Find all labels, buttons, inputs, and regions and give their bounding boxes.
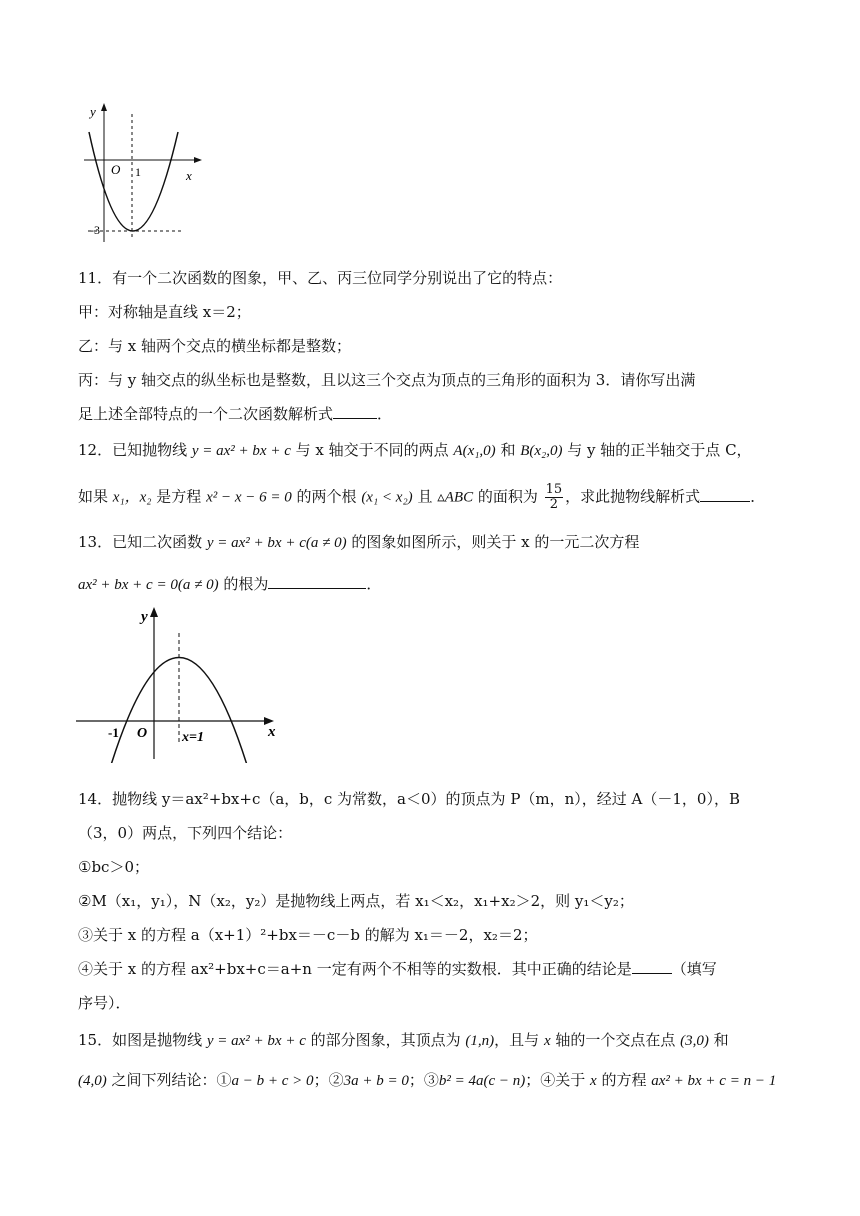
q15-conclusion-1: a − b + c > 0 [231, 1073, 314, 1089]
q13-end: ． [366, 575, 382, 593]
q14-text-1: ④关于 x 的方程 ax²+bx+c＝a+n 一定有两个不相等的实数根．其中正确的结论是 [78, 960, 632, 978]
q12-text-6: 是方程 [151, 487, 207, 506]
q15-text-7: ；② [313, 1071, 344, 1089]
q13-answer-blank[interactable] [268, 588, 366, 589]
q12-area-denominator: 2 [549, 497, 559, 512]
q13-equation: ax² + bx + c = 0(a ≠ 0) [78, 577, 219, 593]
q14-line-3: ①bc＞0； [78, 858, 149, 876]
q11-text: 足上述全部特点的一个二次函数解析式 [78, 405, 334, 423]
q15-text-6: 之间下列结论：① [106, 1071, 232, 1089]
y-axis-label: y [90, 104, 96, 119]
q12-text-9: 的面积为 [473, 487, 543, 506]
q12-point-a: A(x₁,0) [453, 443, 496, 459]
q12-area-fraction [545, 483, 564, 512]
q14-line-5: ③关于 x 的方程 a（x+1）²+bx＝－c－b 的解为 x₁＝－2，x₂＝2； [78, 926, 538, 944]
graph-2 [72, 603, 292, 763]
q12-parabola-eq: y = ax² + bx + c [191, 443, 291, 459]
x-axis-label: x [186, 168, 192, 183]
q13-text-2: 的图象如图所示，则关于 x 的一元二次方程 [346, 533, 640, 551]
q15-line-2 [78, 1070, 776, 1091]
x-axis-arrow [194, 157, 202, 163]
q14-text-2: （填写 [671, 960, 717, 978]
q12-text-4: 与 y 轴的正半轴交于点 C， [562, 441, 752, 459]
q11-line-3: 乙：与 x 轴两个交点的横坐标都是整数； [78, 337, 351, 355]
symmetry-axis-label: x=1 [182, 730, 204, 745]
q14-line-7: 序号）． [78, 994, 131, 1012]
origin-label: O [111, 162, 121, 177]
x-axis-label: x [268, 724, 276, 740]
q12-roots: x₁，x₂ [112, 489, 152, 506]
q11-line-4: 丙：与 y 轴交点的纵坐标也是整数，且以这三个交点为顶点的三角形的面积为 3．请你写出满 [78, 371, 696, 389]
q12-answer-blank[interactable] [700, 501, 750, 502]
q15-x-var: x [543, 1033, 551, 1049]
q15-text-1: 15．如图是抛物线 [78, 1031, 207, 1049]
q12-end: ． [750, 487, 766, 506]
q12-text-3: 和 [495, 441, 521, 459]
q13-line-1 [78, 532, 639, 553]
y-axis-arrow [150, 607, 158, 617]
y-axis-label: y [141, 609, 148, 625]
q15-x-var-2: x [590, 1073, 597, 1089]
graph-1 [78, 100, 218, 250]
q14-line-2: （3，0）两点，下列四个结论： [78, 824, 293, 842]
parabola-1 [89, 132, 178, 231]
q11-line-1: 11．有一个二次函数的图象，甲、乙、丙三位同学分别说出了它的特点： [78, 269, 563, 287]
q14-answer-blank[interactable] [632, 973, 672, 974]
q13-function-eq: y = ax² + bx + c(a ≠ 0) [206, 535, 347, 551]
tick-label-1: 1 [135, 165, 141, 179]
q13-text-3: 的根为 [218, 575, 269, 593]
q12-text-7: 的两个根 [291, 487, 362, 506]
q12-text-1: 12．已知抛物线 [78, 441, 192, 459]
q15-vertex: (1,n) [465, 1033, 495, 1049]
tick-label-neg3: -3 [90, 223, 100, 237]
q15-conclusion-4: ax² + bx + c = n − 1 [651, 1073, 777, 1089]
q12-text-5: 如果 [78, 487, 113, 506]
q15-conclusion-3: b² = 4a(c − n) [438, 1073, 526, 1089]
q13-line-2 [78, 574, 381, 595]
q12-area-numerator: 15 [545, 482, 563, 497]
q15-text-9: ；④关于 [525, 1071, 591, 1089]
q15-point-3: (3,0) [680, 1033, 709, 1049]
y-axis-arrow [101, 103, 107, 111]
q15-point-4: (4,0) [78, 1073, 107, 1089]
q15-conclusion-2: 3a + b = 0 [343, 1073, 409, 1089]
q12-root-condition: (x₁ < x₂) [361, 489, 413, 506]
origin-label: O [137, 726, 148, 741]
tick-label-neg1: -1 [108, 725, 119, 740]
q14-line-1: 14．抛物线 y＝ax²+bx+c（a，b，c 为常数，a＜0）的顶点为 P（m，n），经过 A（－1，0），B [78, 790, 741, 808]
q14-line-4: ②M（x₁，y₁），N（x₂，y₂）是抛物线上两点，若 x₁＜x₂，x₁+x₂＞2，则 y₁＜y₂； [78, 892, 634, 910]
q12-line-2 [78, 483, 765, 512]
q12-text-10: ，求此抛物线解析式 [565, 487, 701, 506]
q11-line-5 [78, 404, 392, 424]
q12-point-b: B(x₂,0) [520, 443, 563, 459]
q15-text-8: ；③ [408, 1071, 439, 1089]
q15-text-5: 和 [708, 1031, 729, 1049]
q15-line-1 [78, 1030, 729, 1051]
q15-text-4: 轴的一个交点在点 [550, 1031, 681, 1049]
q14-line-6 [78, 959, 717, 979]
q15-text-2: 的部分图象，其顶点为 [305, 1031, 466, 1049]
q12-text-8: 且 [412, 487, 438, 506]
q12-text-2: 与 x 轴交于不同的两点 [290, 441, 454, 459]
q13-text-1: 13．已知二次函数 [78, 533, 207, 551]
q15-text-3: ，且与 [494, 1031, 544, 1049]
q12-quadratic-eq: x² − x − 6 = 0 [206, 489, 292, 506]
q11-end: ． [377, 405, 393, 423]
q15-text-10: 的方程 [596, 1071, 652, 1089]
q11-line-2: 甲：对称轴是直线 x＝2； [78, 303, 251, 321]
q12-triangle: ▵ABC [437, 489, 474, 506]
q11-answer-blank[interactable] [333, 418, 377, 419]
q12-line-1 [78, 440, 752, 461]
q15-parabola-eq: y = ax² + bx + c [206, 1033, 306, 1049]
